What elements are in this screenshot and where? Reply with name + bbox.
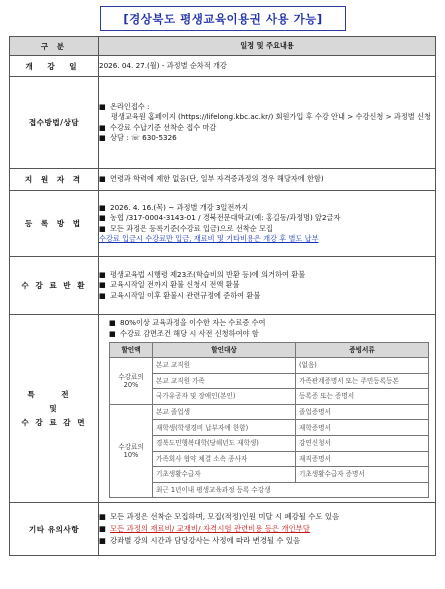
list-item: ■ 수강료 감면조건 해당 시 사전 신청하여야 함 [109, 328, 259, 338]
discount-target: 국가유공자 및 장애인(본인) [153, 389, 296, 405]
list-item: ■ 교육시작일 전까지 환불 신청시 전액 환불 [99, 280, 240, 290]
list-item: ■ 모든 과정의 재료비/ 교재비/ 자격시험 관련비용 등은 개인부담 [99, 524, 310, 534]
list-item: ■ 모든 과정은 등록기준(수강료 입금)으로 선착순 모집 [99, 223, 273, 233]
registration-note: 수강료 입금시 수강료만 입금, 재료비 및 기타비용은 개강 후 별도 납부 [99, 234, 319, 243]
discount-target: 본교 교직원 [153, 358, 296, 374]
label-other: 기타 유의사항 [10, 503, 99, 556]
discount-target: 최근 1년이내 평생교육과정 등록 수강생 [153, 482, 429, 498]
discount-rate-20: 수강료의 20% [110, 358, 153, 405]
header-discount-document: 증빙서류 [296, 343, 429, 358]
label-registration: 등 록 방 법 [10, 191, 99, 257]
label-refund: 수 강 료 반 환 [10, 257, 99, 315]
discount-target: 본교 교직원 가족 [153, 373, 296, 389]
discount-document: (없음) [296, 358, 429, 374]
table-row [110, 467, 429, 483]
discount-target: 가족회사 협약 체결 소속 종사자 [153, 451, 296, 467]
list-item: ■ 모든 과정은 선착순 모집하며, 모집(적정)인원 미달 시 폐강될 수도 있음 [99, 512, 340, 522]
header-category: 구 분 [10, 37, 99, 56]
discount-document: 강연신청서 [296, 435, 429, 451]
discount-table-header [110, 343, 429, 358]
list-item: 평생교육원 홈페이지 (https://lifelong.kbc.ac.kr/) 회원가입 후 수강 안내 > 수강신청 > 과정별 신청 [111, 112, 431, 121]
row-opening [10, 56, 436, 77]
list-item: ■ 평생교육법 시행령 제23조(학습비의 반환 등)에 의거하여 환불 [99, 269, 306, 279]
table-row [110, 358, 429, 374]
table-row [110, 389, 429, 405]
discount-document: 기초생활수급자 증명서 [296, 467, 429, 483]
discount-table [109, 342, 429, 498]
list-item: ■ 온라인접수 : [99, 101, 150, 111]
list-item: ■ 교육시작일 이후 환불시 관련규정에 준하여 환불 [99, 290, 261, 300]
header-details: 일정 및 주요내용 [99, 37, 436, 56]
table-row [110, 482, 429, 498]
application-content [99, 77, 436, 169]
discount-target: 경북도민행복대학(당해년도 재학생) [153, 435, 296, 451]
table-row [110, 451, 429, 467]
discount-document: 졸업증명서 [296, 404, 429, 420]
discount-target: 재학생(학생경비 납부자에 한함) [153, 420, 296, 436]
table-row [110, 420, 429, 436]
list-item: ■ 농협 /317-0004-3143-01 / 경북전문대학교(예: 홍길동/과정명) 앞2글자 [99, 213, 341, 222]
discount-rate-10: 수강료의 10% [110, 404, 153, 498]
table-row [110, 404, 429, 420]
label-application: 접수방법/상담 [10, 77, 99, 169]
row-application [10, 77, 436, 169]
label-discount: 특 전 및 수 강 료 감 면 [10, 315, 99, 503]
other-content [99, 503, 436, 556]
row-registration [10, 191, 436, 257]
list-item: ■ 상담 : ☏ 630-5326 [99, 133, 177, 142]
refund-content [99, 257, 436, 315]
discount-document: 재직증명서 [296, 451, 429, 467]
opening-text: 2026. 04. 27.(월) - 과정별 순차적 개강 [99, 56, 436, 77]
row-qualification [10, 169, 436, 191]
discount-document: 등록증 또는 증명서 [296, 389, 429, 405]
table-header-row [10, 37, 436, 56]
row-refund [10, 257, 436, 315]
label-qualification: 지 원 자 격 [10, 169, 99, 191]
discount-target: 본교 졸업생 [153, 404, 296, 420]
registration-content [99, 191, 436, 257]
header-discount-target: 할인대상 [153, 343, 296, 358]
discount-document: 가족관계증명서 또는 주민등록등본 [296, 373, 429, 389]
discount-target: 기초생활수급자 [153, 467, 296, 483]
list-item: ■ 2026. 4. 16.(목) ~ 과정별 개강 3일전까지 [99, 202, 249, 212]
label-opening: 개 강 일 [10, 56, 99, 77]
info-table [9, 36, 436, 556]
list-item: ■ 80%이상 교육과정을 이수한 자는 수료증 수여 [109, 318, 266, 327]
discount-content [99, 315, 436, 503]
header-discount-rate: 할인액 [110, 343, 153, 358]
discount-document: 재학증명서 [296, 420, 429, 436]
row-other [10, 503, 436, 556]
page-title: [경상북도 평생교육이용권 사용 가능] [100, 6, 346, 31]
row-discount [10, 315, 436, 503]
table-row [110, 435, 429, 451]
table-row [110, 373, 429, 389]
list-item: ■ 수강료 수납기준 선착순 접수 마감 [99, 122, 217, 132]
qualification-text: ■ 연령과 학력에 제한 없음(단, 일부 자격증과정의 경우 해당자에 한함) [99, 169, 436, 191]
list-item: ■ 강좌별 강의 시간과 담당강사는 사정에 따라 변경될 수 있음 [99, 536, 301, 546]
